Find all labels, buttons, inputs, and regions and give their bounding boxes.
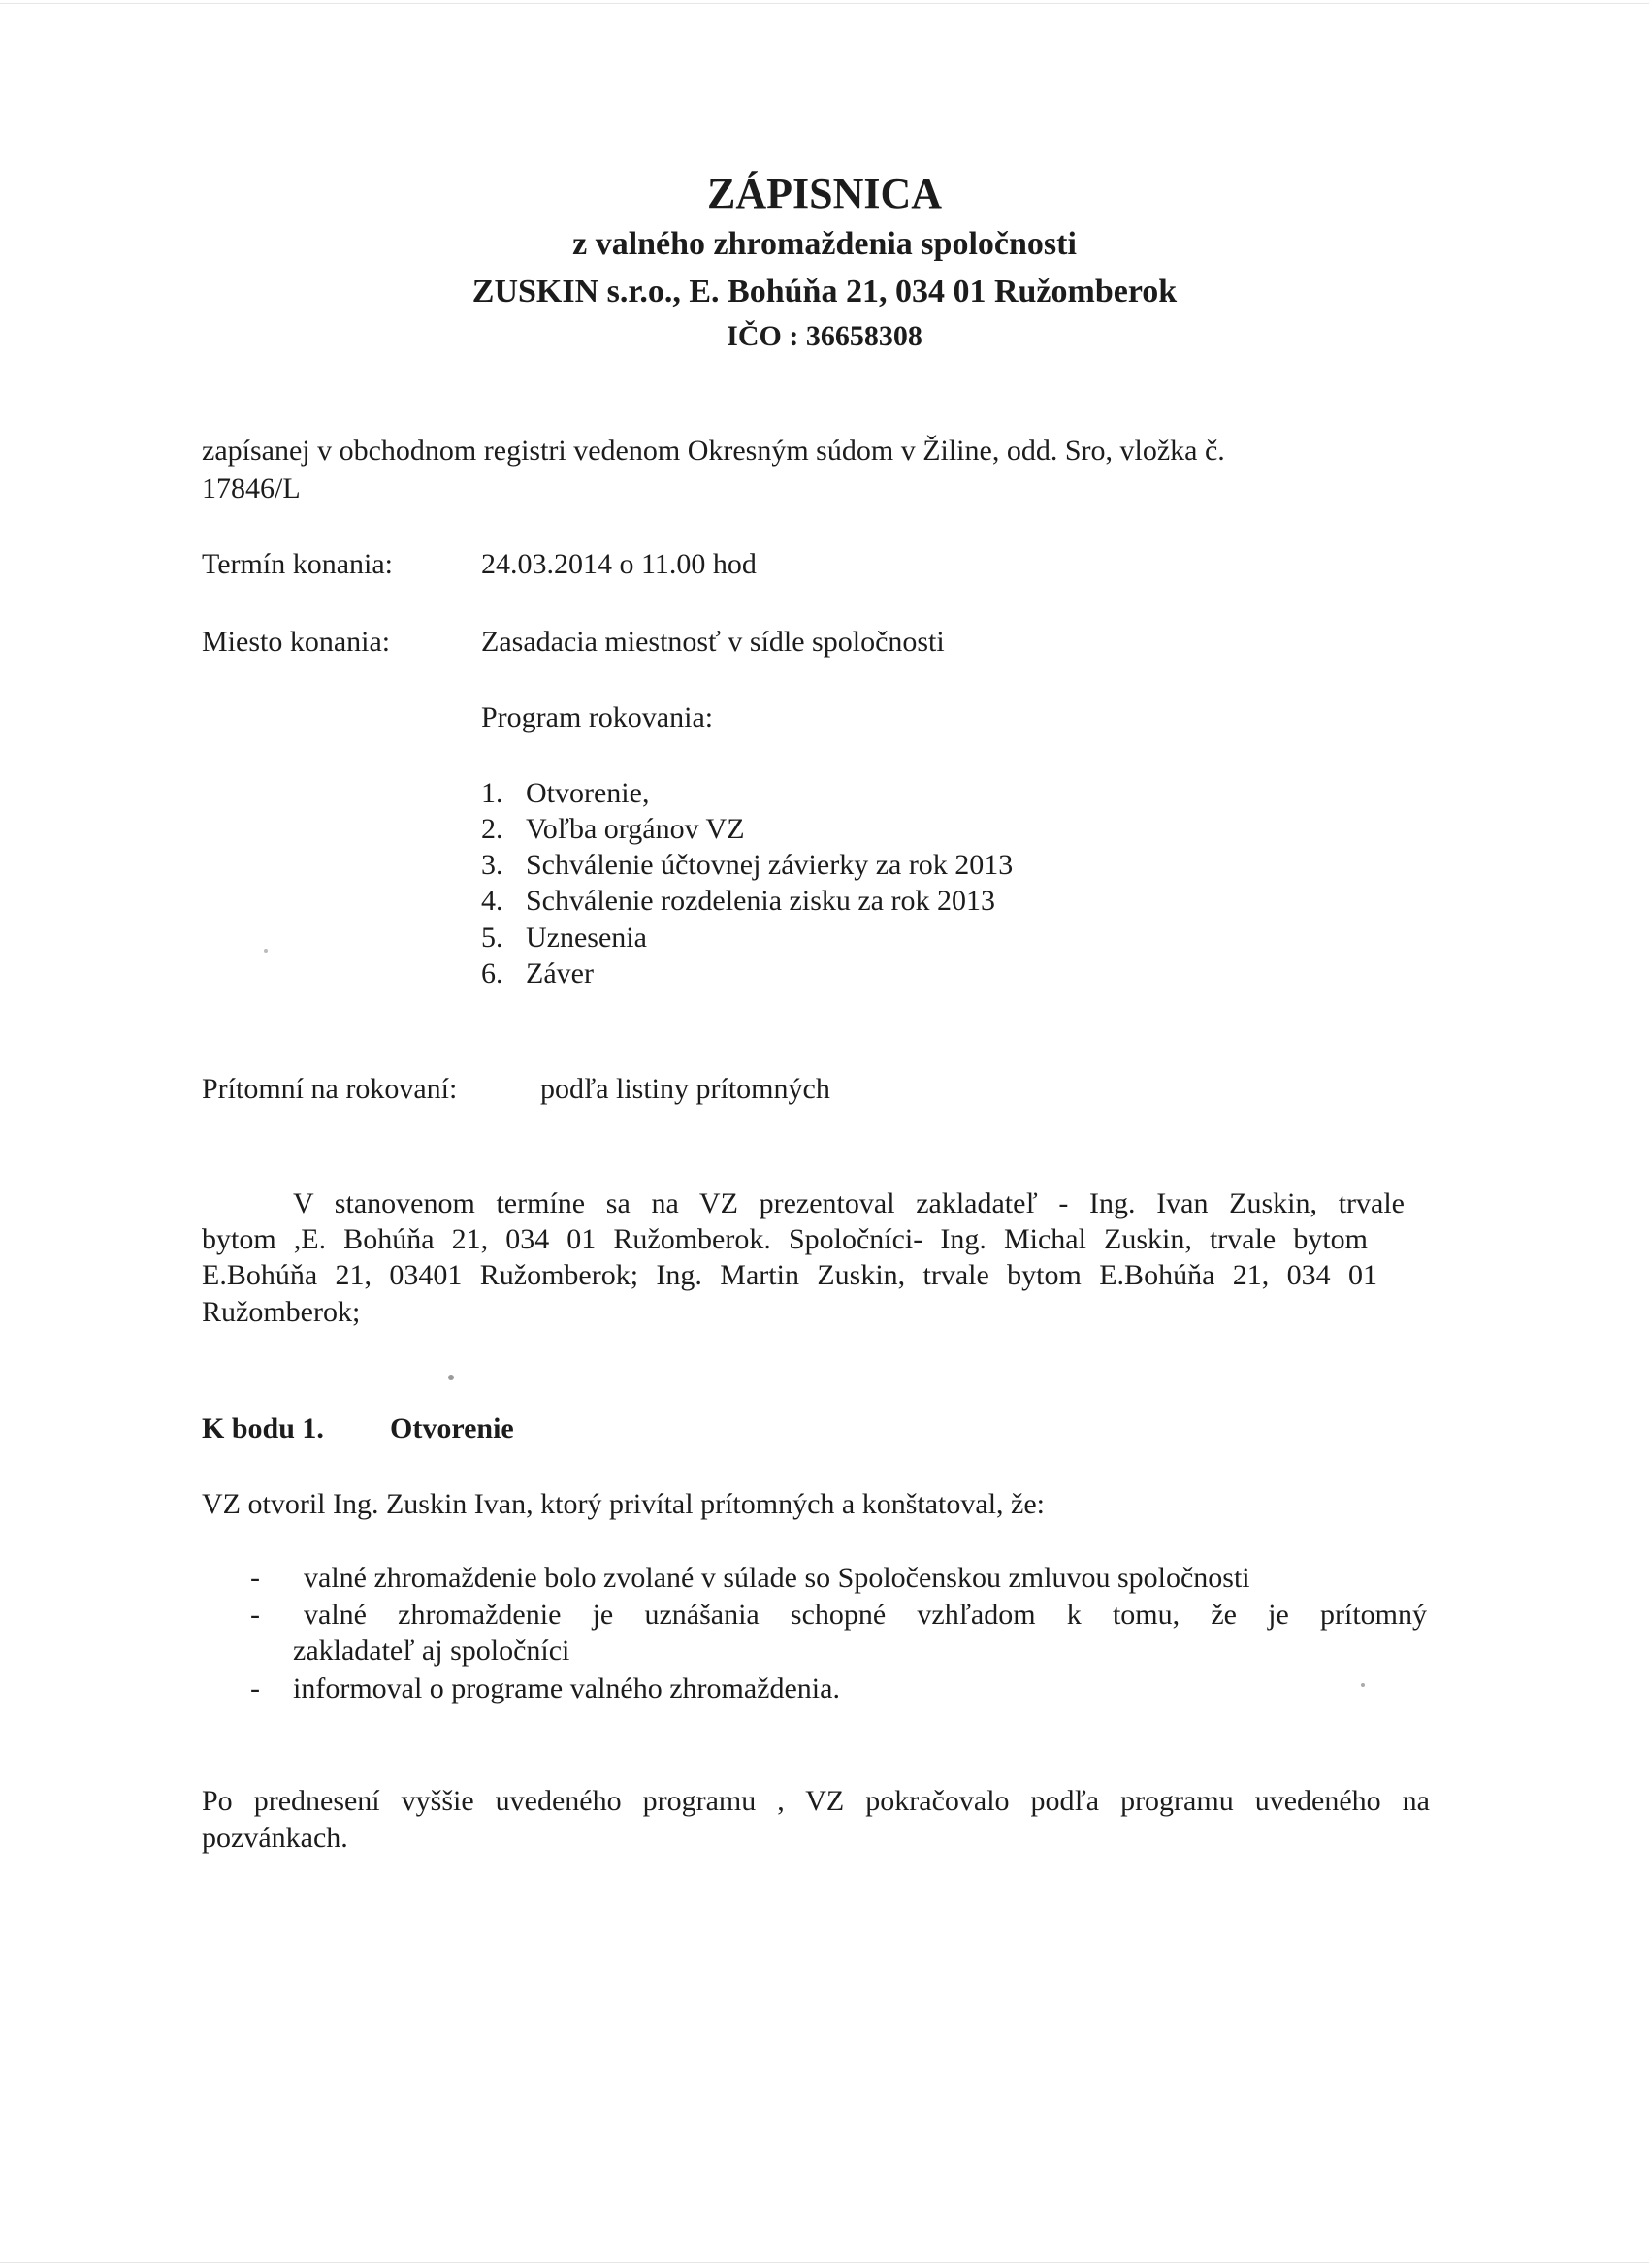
date-value: 24.03.2014 o 11.00 hod bbox=[481, 548, 757, 580]
list-item bbox=[481, 957, 594, 990]
bullet-text-continued: zakladateľ aj spoločníci bbox=[293, 1635, 570, 1667]
company-ico: IČO : 36658308 bbox=[727, 320, 922, 352]
list-item bbox=[481, 922, 647, 955]
section-intro: VZ otvoril Ing. Zuskin Ivan, ktorý privítal prítomných a konštatoval, že: bbox=[202, 1488, 1045, 1520]
section-heading: Otvorenie bbox=[390, 1412, 514, 1444]
scan-speck bbox=[1361, 1683, 1365, 1687]
list-item-text: Otvorenie, bbox=[526, 777, 650, 809]
presence-line-1: V stanovenom termíne sa na VZ prezentoval zakladateľ - Ing. Ivan Zuskin, trvale bbox=[293, 1187, 1405, 1219]
bullet-text: valné zhromaždenie bolo zvolané v súlade so Spoločenskou zmluvou spoločnosti bbox=[304, 1562, 1250, 1594]
place-value: Zasadacia miestnosť v sídle spoločnosti bbox=[481, 626, 945, 658]
list-item bbox=[481, 849, 1013, 882]
registry-line-1: zapísanej v obchodnom registri vedenom Okresným súdom v Žiline, odd. Sro, vložka č. bbox=[202, 435, 1225, 467]
list-item-text: Schválenie účtovnej závierky za rok 2013 bbox=[526, 849, 1014, 881]
closing-line-1: Po prednesení vyššie uvedeného programu , VZ pokračovalo podľa programu uvedeného na bbox=[202, 1785, 1430, 1817]
list-item bbox=[481, 885, 995, 918]
list-item bbox=[481, 777, 649, 810]
presence-line-3: E.Bohúňa 21, 03401 Ružomberok; Ing. Martin Zuskin, trvale bytom E.Bohúňa 21, 034 01 bbox=[202, 1259, 1377, 1291]
attendance-value: podľa listiny prítomných bbox=[540, 1073, 830, 1105]
list-item-number: 3. bbox=[481, 849, 503, 881]
list-item-number: 4. bbox=[481, 885, 503, 917]
program-label: Program rokovania: bbox=[481, 701, 714, 733]
list-item-text: Uznesenia bbox=[526, 922, 647, 954]
scan-speck bbox=[264, 949, 268, 953]
list-item-text: Záver bbox=[526, 957, 594, 989]
list-item bbox=[481, 813, 745, 846]
scan-edge-top bbox=[0, 3, 1649, 4]
place-label: Miesto konania: bbox=[202, 626, 391, 658]
bullet-dash: - bbox=[250, 1562, 260, 1594]
date-label: Termín konania: bbox=[202, 548, 394, 580]
bullet-text: valné zhromaždenie je uznášania schopné vzhľadom k tomu, že je prítomný bbox=[304, 1599, 1427, 1631]
bullet-text: informoval o programe valného zhromaždenia. bbox=[293, 1672, 840, 1704]
section-label: K bodu 1. bbox=[202, 1412, 324, 1444]
company-line: ZUSKIN s.r.o., E. Bohúňa 21, 034 01 Ružomberok bbox=[471, 274, 1178, 309]
list-item-number: 6. bbox=[481, 957, 503, 989]
presence-line-2: bytom ,E. Bohúňa 21, 034 01 Ružomberok. Spoločníci- Ing. Michal Zuskin, trvale bytom bbox=[202, 1223, 1368, 1255]
list-item-text: Voľba orgánov VZ bbox=[526, 813, 745, 845]
scan-edge-bottom bbox=[0, 2262, 1649, 2263]
document-title: ZÁPISNICA bbox=[706, 170, 943, 217]
scan-speck bbox=[448, 1375, 454, 1380]
attendance-label: Prítomní na rokovaní: bbox=[202, 1073, 458, 1105]
list-item-number: 2. bbox=[481, 813, 503, 845]
registry-line-2: 17846/L bbox=[202, 472, 301, 504]
closing-line-2: pozvánkach. bbox=[202, 1822, 348, 1854]
list-item-number: 5. bbox=[481, 922, 503, 954]
bullet-dash: - bbox=[250, 1672, 260, 1704]
document-subtitle: z valného zhromaždenia spoločnosti bbox=[572, 226, 1077, 262]
list-item-number: 1. bbox=[481, 777, 503, 809]
list-item-text: Schválenie rozdelenia zisku za rok 2013 bbox=[526, 885, 995, 917]
presence-line-4: Ružomberok; bbox=[202, 1296, 361, 1328]
bullet-dash: - bbox=[250, 1599, 260, 1631]
